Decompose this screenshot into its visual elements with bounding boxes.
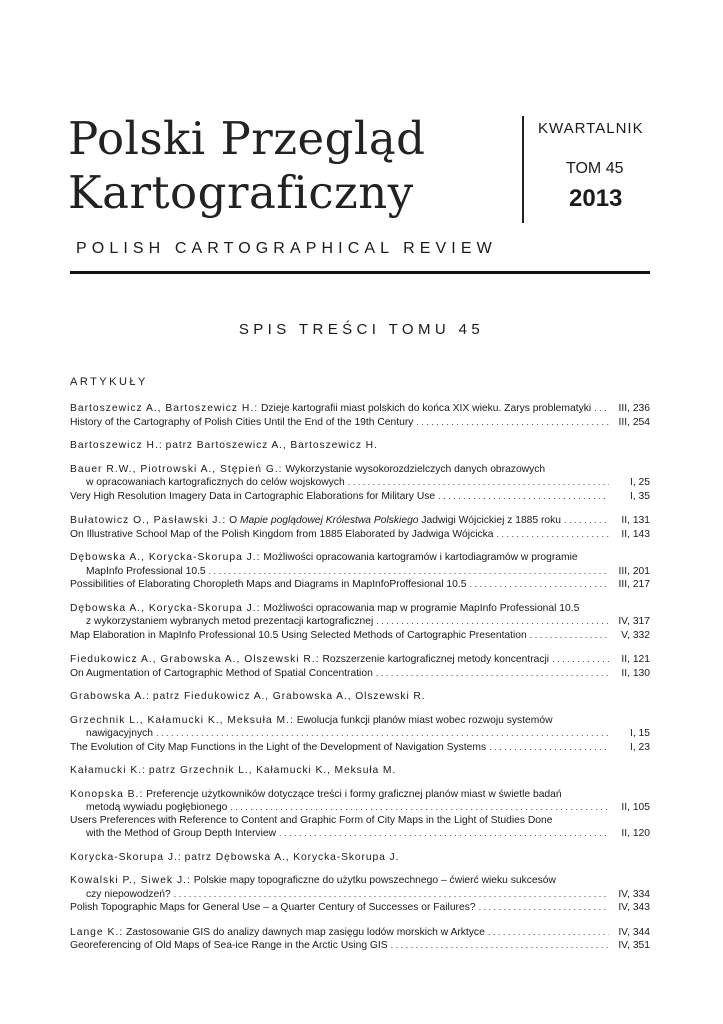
toc-entry <box>70 402 650 429</box>
entry-authors: Dębowska A., Korycka-Skorupa J.: <box>70 602 261 614</box>
entry-title-continued: metodą wywiadu pogłębionego <box>86 802 228 813</box>
toc-entry <box>70 789 650 841</box>
leader-dots <box>488 926 609 939</box>
entry-title: Wykorzystanie wysokorozdzielczych danych obrazowych <box>285 463 546 475</box>
entry-page: I, 25 <box>629 477 650 488</box>
toc-line-english <box>70 741 650 755</box>
toc-entry <box>70 715 650 755</box>
entry-page: III, 217 <box>618 579 650 590</box>
leader-dots <box>376 667 609 680</box>
toc-line-polish <box>70 801 650 815</box>
leader-dots <box>348 476 609 489</box>
toc-entry <box>70 552 650 592</box>
toc-line-english <box>70 416 650 430</box>
entry-page: III, 201 <box>618 565 650 577</box>
toc-line-polish <box>70 727 650 741</box>
entry-page: II, 105 <box>621 802 650 813</box>
toc-entry <box>70 464 650 504</box>
cross-reference-text: patrz Grzechnik L., Kałamucki K., Meksuła M. <box>148 765 397 776</box>
entry-authors: Bułatowicz O., Pasławski J.: <box>70 515 227 526</box>
entry-title-english: Map Elaboration in MapInfo Professional 10.5 Using Selected Methods of Cartographic Presentation <box>70 629 527 641</box>
toc-line-english <box>70 901 650 915</box>
year-label: 2013 <box>569 185 623 212</box>
entry-page: II, 120 <box>621 828 650 839</box>
entry-title: Możliwości opracowania kartogramów i kartodiagramów w programie <box>263 552 578 563</box>
entry-page: IV, 344 <box>618 926 650 938</box>
entry-title-continued: z wykorzystaniem wybranych metod prezentacji kartograficznej <box>86 616 374 627</box>
entry-title-continued: MapInfo Professional 10.5 <box>86 565 206 577</box>
toc-line-polish <box>70 615 650 629</box>
entry-title-english: Users Preferences with Reference to Content and Graphic Form of City Maps in the Light of Studies Done <box>70 814 553 826</box>
leader-dots <box>489 741 609 754</box>
entry-page: IV, 317 <box>618 616 650 627</box>
leader-dots <box>594 402 609 415</box>
entry-title-suffix: Jadwigi Wójcickiej z 1885 roku <box>418 515 562 526</box>
toc-entry <box>70 875 650 915</box>
entry-page: IV, 334 <box>618 888 650 900</box>
toc-line-polish <box>70 565 650 579</box>
entry-title-continued: w opracowaniach kartograficznych do celów wojskowych <box>86 477 345 488</box>
entry-title: Zastosowanie GIS do analizy dawnych map zasięgu lodów morskich w Arktyce <box>125 926 485 938</box>
table-of-contents <box>70 402 650 964</box>
entry-authors: Kałamucki K.: <box>70 765 146 776</box>
leader-dots <box>564 514 609 527</box>
entry-page: II, 143 <box>621 528 650 540</box>
periodicity-label: KWARTALNIK <box>538 120 644 137</box>
journal-subtitle: POLISH CARTOGRAPHICAL REVIEW <box>76 240 497 257</box>
leader-dots <box>416 416 609 429</box>
entry-authors: Bartoszewicz H.: <box>70 440 163 451</box>
entry-authors: Fiedukowicz A., Grabowska A., Olszewski R.: <box>70 654 320 665</box>
toc-entry <box>70 926 650 953</box>
entry-page: IV, 351 <box>618 940 650 951</box>
toc-line-polish <box>70 888 650 902</box>
toc-cross-reference <box>70 440 650 453</box>
entry-authors: Bauer R.W., Piotrowski A., Stępień G.: <box>70 463 283 475</box>
leader-dots <box>469 578 609 591</box>
cross-reference-text: patrz Bartoszewicz A., Bartoszewicz H. <box>165 440 378 451</box>
leader-dots <box>391 939 609 952</box>
toc-entry <box>70 514 650 541</box>
entry-authors: Korycka-Skorupa J.: <box>70 851 182 863</box>
leader-dots <box>530 629 609 642</box>
toc-line-polish <box>70 402 650 416</box>
entry-title: Ewolucja funkcji planów miast wobec rozwoju systemów <box>296 714 553 726</box>
entry-title-english: On Illustrative School Map of the Polish Kingdom from 1885 Elaborated by Jadwiga Wójcicka <box>70 528 494 540</box>
toc-line-english <box>70 667 650 681</box>
entry-title-english-continued: with the Method of Group Depth Interview <box>86 828 277 839</box>
entry-authors: Bartoszewicz A., Bartoszewicz H.: <box>70 403 259 414</box>
entry-authors: Kowalski P., Siwek J.: <box>70 875 191 886</box>
entry-page: III, 236 <box>618 403 650 414</box>
entry-authors: Grabowska A.: <box>70 691 150 702</box>
toc-line-english <box>70 827 650 841</box>
entry-title-english: Possibilities of Elaborating Choropleth Maps and Diagrams in MapInfoProffesional 10.5 <box>70 579 467 590</box>
journal-title-line1: Polski Przegląd <box>68 112 426 165</box>
entry-title-english: Very High Resolution Imagery Data in Cartographic Elaborations for Military Use <box>70 490 436 502</box>
entry-page: I, 15 <box>629 728 650 739</box>
leader-dots <box>209 565 609 578</box>
entry-title-prefix: O <box>229 515 240 526</box>
toc-line-english <box>70 490 650 504</box>
entry-page: III, 254 <box>618 416 650 428</box>
entry-page: I, 35 <box>629 490 650 502</box>
toc-entry <box>70 653 650 680</box>
entry-title: Możliwości opracowania map w programie MapInfo Professional 10.5 <box>263 602 580 614</box>
journal-title <box>68 112 425 220</box>
entry-title-english: Polish Topographic Maps for General Use – a Quarter Century of Successes or Failures? <box>70 902 476 913</box>
leader-dots <box>156 727 609 740</box>
entry-page: II, 131 <box>621 515 650 526</box>
leader-dots <box>279 827 609 840</box>
toc-cross-reference <box>70 691 650 704</box>
entry-page: IV, 343 <box>618 902 650 913</box>
leader-dots <box>174 888 609 901</box>
toc-cross-reference <box>70 852 650 865</box>
cross-reference-text: patrz Dębowska A., Korycka-Skorupa J. <box>184 851 400 863</box>
entry-title: Rozszerzenie kartograficznej metody koncentracji <box>322 654 550 665</box>
toc-line-polish <box>70 476 650 490</box>
entry-title: Polskie mapy topograficzne do użytku powszechnego – ćwierć wieku sukcesów <box>193 875 556 886</box>
toc-line-polish <box>70 653 650 667</box>
toc-line-english <box>70 629 650 643</box>
cross-reference-text: patrz Fiedukowicz A., Grabowska A., Olszewski R. <box>152 691 426 702</box>
toc-line-polish <box>70 926 650 940</box>
horizontal-divider <box>70 271 650 274</box>
entry-title-english: On Augmentation of Cartographic Method of Spatial Concentration <box>70 667 373 679</box>
entry-authors: Dębowska A., Korycka-Skorupa J.: <box>70 552 261 563</box>
toc-entry <box>70 603 650 643</box>
entry-authors: Grzechnik L., Kałamucki K., Meksuła M.: <box>70 714 294 726</box>
entry-title-continued: nawigacyjnych <box>86 728 153 739</box>
entry-authors: Lange K.: <box>70 926 124 938</box>
toc-line-english <box>70 578 650 592</box>
journal-title-line2: Kartograficzny <box>68 166 414 219</box>
entry-page: II, 121 <box>621 654 650 665</box>
contents-title: SPIS TREŚCI TOMU 45 <box>238 321 485 338</box>
toc-cross-reference <box>70 765 650 778</box>
entry-title-continued: czy niepowodzeń? <box>86 888 171 900</box>
toc-line-english <box>70 528 650 542</box>
entry-title-english: Georeferencing of Old Maps of Sea-ice Range in the Arctic Using GIS <box>70 940 388 951</box>
vertical-divider <box>522 116 524 223</box>
leader-dots <box>479 901 609 914</box>
toc-line-polish <box>70 514 650 528</box>
entry-page: II, 130 <box>621 667 650 679</box>
entry-authors: Konopska B.: <box>70 788 144 800</box>
entry-title-italic: Mapie poglądowej Królestwa Polskiego <box>239 515 419 526</box>
leader-dots <box>552 653 609 666</box>
leader-dots <box>230 801 609 814</box>
section-heading: ARTYKUŁY <box>70 376 148 388</box>
entry-page: V, 332 <box>621 629 650 641</box>
entry-page: I, 23 <box>629 741 650 753</box>
entry-title-english: History of the Cartography of Polish Cities Until the End of the 19th Century <box>70 416 414 428</box>
leader-dots <box>376 615 609 628</box>
entry-title-english: The Evolution of City Map Functions in the Light of the Development of Navigation Systems <box>70 741 487 753</box>
entry-title: Preferencje użytkowników dotyczące treści i formy graficznej planów miast w świetle badań <box>146 788 562 800</box>
leader-dots <box>497 528 609 541</box>
entry-title: Dzieje kartografii miast polskich do końca XIX wieku. Zarys problematyki <box>260 403 592 414</box>
volume-label: TOM 45 <box>566 160 624 177</box>
toc-line-english <box>70 939 650 953</box>
leader-dots <box>438 490 609 503</box>
